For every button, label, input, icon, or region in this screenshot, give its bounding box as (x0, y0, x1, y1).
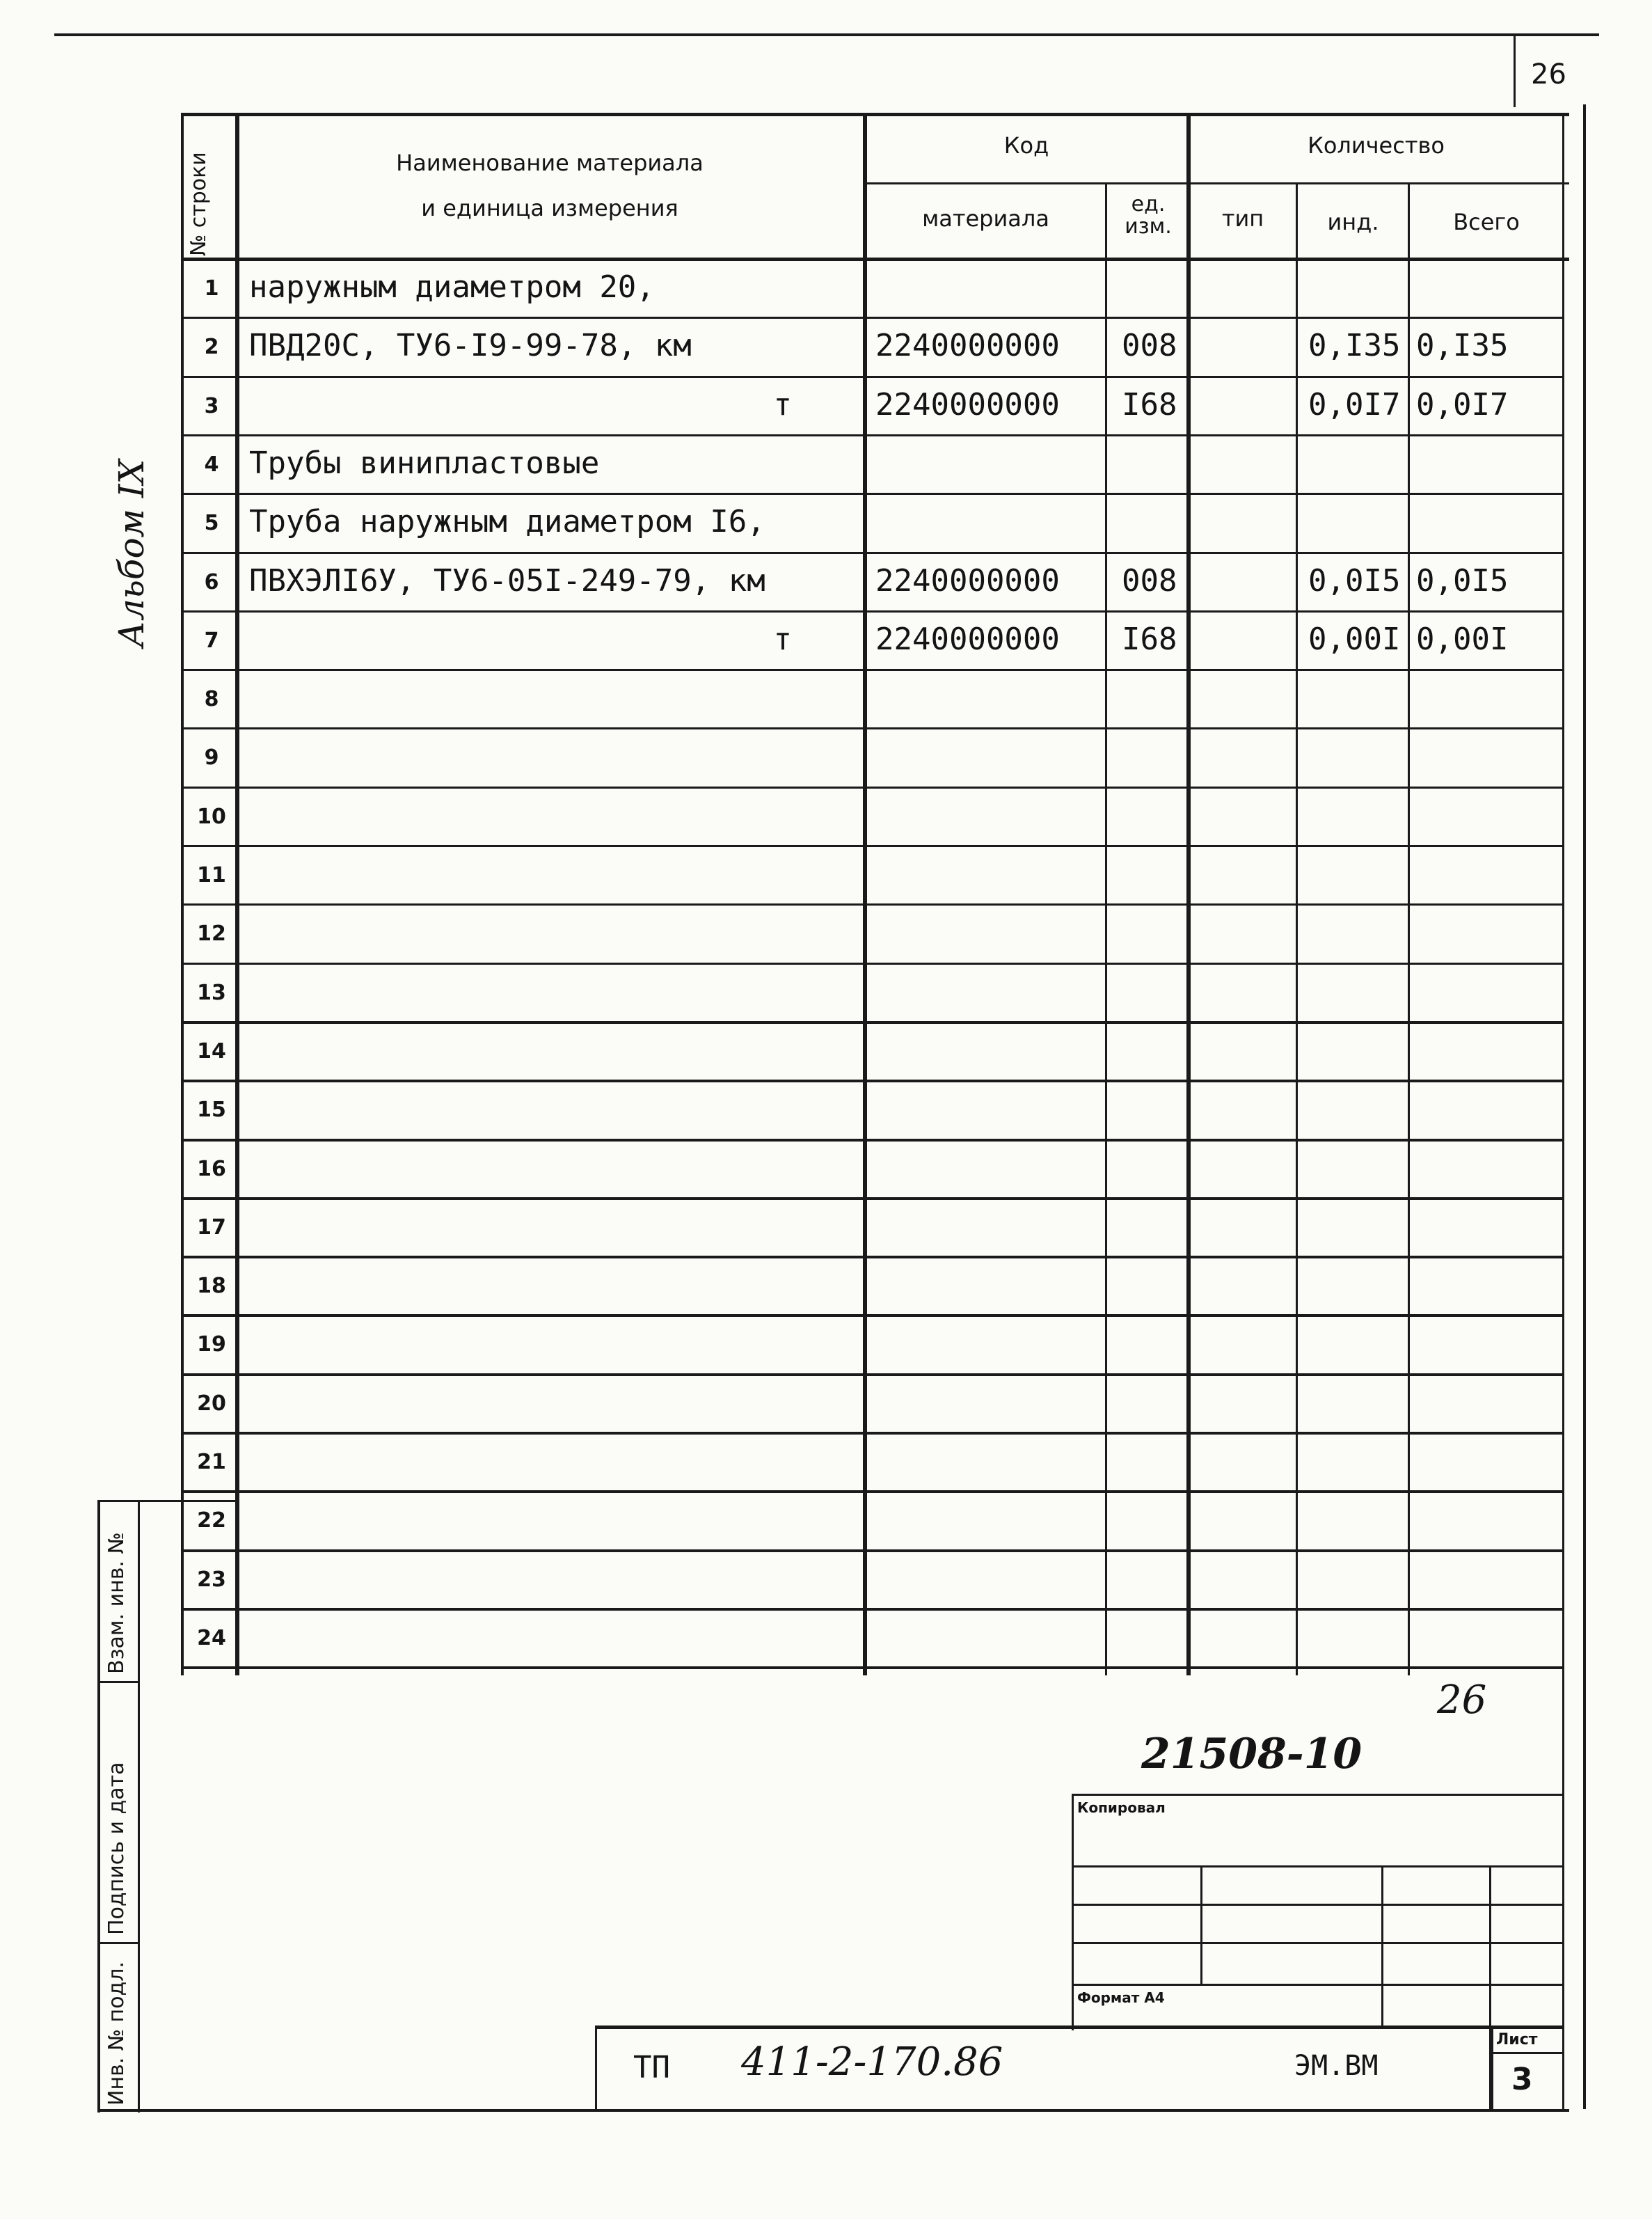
title-block-right-line (1562, 1674, 1564, 2111)
row-divider (184, 1549, 1562, 1552)
row-divider (184, 1197, 1562, 1200)
row-divider (184, 903, 1562, 906)
page-number: 26 (1531, 58, 1566, 90)
side-stamp-top-line (97, 1500, 237, 1502)
row-number: 9 (204, 745, 219, 770)
qty-total: 0,00I (1416, 622, 1509, 657)
row-divider (184, 1139, 1562, 1142)
qty-total: 0,I35 (1416, 328, 1509, 363)
row-divider (184, 727, 1562, 729)
row-divider (184, 1432, 1562, 1435)
material-name: ПВХЭЛI6У, ТУ6-05I-249-79, км (249, 563, 765, 599)
row-divider (184, 317, 1562, 319)
row-divider (184, 493, 1562, 495)
material-name: т (773, 622, 792, 657)
side-stamp-mid-line (138, 1500, 140, 2113)
stamp-copied-label: Копировал (1077, 1799, 1166, 1816)
qty-ind: 0,0I5 (1308, 563, 1401, 599)
handwritten-number: 21508-10 (1141, 1730, 1363, 1778)
doc-code: ЭМ.ВМ (1294, 2050, 1379, 2082)
tp-label: ТП (633, 2050, 670, 2085)
sheet-number: 3 (1511, 2062, 1533, 2097)
row-number: 20 (197, 1391, 226, 1416)
material-code: 2240000000 (875, 622, 1060, 657)
row-number: 18 (197, 1274, 226, 1298)
unit-code: I68 (1122, 387, 1177, 423)
row-divider (184, 1314, 1562, 1317)
row-number: 14 (197, 1039, 226, 1064)
side-field-inv-podl: Инв. № подл. (104, 1961, 129, 2106)
header-mid-line (866, 182, 1569, 184)
row-number: 19 (197, 1332, 226, 1357)
col-line-rownum (235, 113, 239, 1675)
qty-total: 0,0I7 (1416, 387, 1509, 423)
sheet-label: Лист (1496, 2031, 1538, 2048)
unit-code: 008 (1122, 563, 1177, 599)
header-quantity: Количество (1308, 132, 1445, 159)
page-number-box-divider (1514, 35, 1516, 107)
row-number: 5 (204, 511, 219, 535)
col-line-right (1562, 113, 1564, 1675)
qty-total: 0,0I5 (1416, 563, 1509, 599)
row-divider (184, 376, 1562, 378)
row-number: 3 (204, 394, 219, 418)
stamp-format-label: Формат А4 (1077, 1989, 1165, 2006)
qty-ind: 0,0I7 (1308, 387, 1401, 423)
row-number: 6 (204, 570, 219, 594)
material-code: 2240000000 (875, 328, 1060, 363)
right-edge-line (1583, 104, 1586, 2109)
row-number: 22 (197, 1508, 226, 1533)
col-line-name (863, 113, 867, 1675)
header-qty-ind: инд. (1327, 209, 1379, 235)
header-name-sub: и единица измерения (421, 195, 678, 221)
header-qty-total: Всего (1453, 209, 1520, 235)
header-code-material: материала (922, 205, 1049, 232)
qty-ind: 0,00I (1308, 622, 1401, 657)
row-number: 21 (197, 1450, 226, 1474)
sheet-box-left-line (1489, 2025, 1493, 2110)
unit-code: I68 (1122, 622, 1177, 657)
row-number: 2 (204, 335, 219, 359)
row-divider (184, 610, 1562, 613)
row-divider (184, 787, 1562, 789)
table-top-line (181, 113, 1569, 116)
top-border-line (54, 33, 1599, 36)
material-name: наружным диаметром 20, (249, 269, 655, 305)
side-stamp-line-1 (97, 1681, 139, 1683)
row-divider (184, 845, 1562, 847)
row-divider (184, 1490, 1562, 1493)
row-number: 4 (204, 452, 219, 477)
material-name: Трубы винипластовые (249, 445, 600, 481)
row-number: 10 (197, 805, 226, 829)
row-divider (184, 552, 1562, 554)
row-number: 12 (197, 922, 226, 946)
row-divider (184, 1256, 1562, 1258)
row-number: 1 (204, 276, 219, 301)
col-line-code (1105, 182, 1107, 1675)
row-number: 24 (197, 1626, 226, 1650)
row-number: 11 (197, 863, 226, 887)
row-number: 15 (197, 1098, 226, 1122)
side-field-vzam: Взам. инв. № (104, 1532, 129, 1674)
material-name: Труба наружным диаметром I6, (249, 504, 765, 539)
material-name: ПВД20С, ТУ6-I9-99-78, км (249, 328, 692, 363)
stamp-top-line (1072, 1794, 1562, 1796)
header-row-number: № строки (186, 152, 211, 256)
row-number: 7 (204, 629, 219, 653)
material-name: т (773, 387, 792, 423)
stamp-left-line (1072, 1794, 1074, 2030)
row-divider (184, 1666, 1562, 1669)
material-code: 2240000000 (875, 387, 1060, 423)
header-qty-type: тип (1221, 205, 1264, 232)
col-line-ind (1408, 182, 1410, 1675)
header-name: Наименование материала (396, 150, 704, 176)
col-line-type (1296, 182, 1298, 1675)
row-divider (184, 1080, 1562, 1082)
unit-code: 008 (1122, 328, 1177, 363)
qty-ind: 0,I35 (1308, 328, 1401, 363)
material-code: 2240000000 (875, 563, 1060, 599)
row-number: 17 (197, 1215, 226, 1240)
col-line-unit (1186, 113, 1191, 1675)
album-label: Альбом IX (111, 459, 152, 647)
bottom-frame-line (97, 2109, 1569, 2112)
doc-number: 411-2-170.86 (741, 2039, 1003, 2085)
row-divider (184, 1021, 1562, 1024)
side-stamp-left-line (97, 1500, 100, 2113)
header-bottom-line (181, 258, 1569, 261)
row-divider (184, 434, 1562, 436)
header-code: Код (1003, 132, 1049, 159)
row-number: 23 (197, 1567, 226, 1592)
row-divider (184, 1608, 1562, 1611)
row-divider (184, 669, 1562, 671)
side-stamp-line-2 (97, 1942, 139, 1944)
stamp-col-2 (1381, 1865, 1383, 2025)
side-field-signature: Подпись и дата (104, 1762, 129, 1935)
stamp-col-3 (1489, 1865, 1491, 2025)
designation-left-line (595, 2025, 597, 2110)
row-divider (184, 1373, 1562, 1376)
row-number: 8 (204, 687, 219, 711)
sheet-box-mid-line (1489, 2052, 1562, 2054)
row-number: 16 (197, 1157, 226, 1181)
row-divider (184, 963, 1562, 965)
row-number: 13 (197, 981, 226, 1005)
stamp-col-1 (1200, 1865, 1202, 1984)
header-code-unit: ед. изм. (1125, 192, 1172, 239)
designation-top-line (595, 2025, 1562, 2029)
col-line-left (181, 113, 184, 1675)
handwritten-page: 26 (1437, 1677, 1487, 1723)
